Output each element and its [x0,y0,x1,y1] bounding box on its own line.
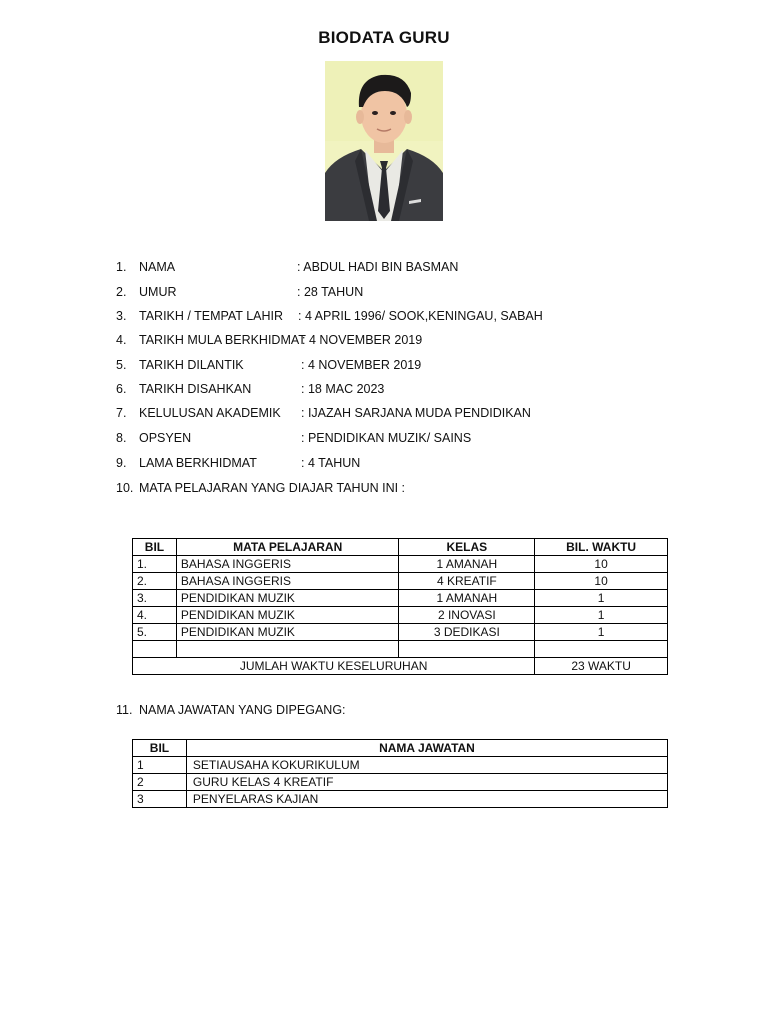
table-cell: PENDIDIKAN MUZIK [176,607,399,624]
table-cell: 10 [535,573,668,590]
table-cell [176,641,399,658]
item-number: 5. [116,358,127,372]
item-label: TARIKH / TEMPAT LAHIR [139,309,284,323]
total-value: 23 WAKTU [535,658,668,675]
subjects-table [132,538,668,675]
item-number: 10. [116,481,134,495]
table-cell: 1 [535,590,668,607]
table-cell: PENYELARAS KAJIAN [186,791,667,808]
table-cell: 2 [133,774,187,791]
table-cell: 1. [133,556,177,573]
item-value: : 18 MAC 2023 [301,382,385,396]
table-cell: PENDIDIKAN MUZIK [176,624,399,641]
item-number: 11. [116,703,133,717]
table-row [133,573,668,590]
page-title: BIODATA GURU [318,28,450,47]
item-label: TARIKH DILANTIK [139,358,244,372]
item-label: TARIKH DISAHKAN [139,382,252,396]
item-value: : 4 APRIL 1996/ SOOK,KENINGAU, SABAH [298,309,543,323]
table-cell [535,641,668,658]
table-cell: 5. [133,624,177,641]
table-row [133,590,668,607]
item-label: LAMA BERKHIDMAT [139,456,257,470]
table-row [133,556,668,573]
table-cell: SETIAUSAHA KOKURIKULUM [186,757,667,774]
header-cell: BIL. WAKTU [535,539,668,556]
table-cell: 1 [133,757,187,774]
table-cell: 4. [133,607,177,624]
item-label: NAMA [139,260,176,274]
item-label: NAMA JAWATAN YANG DIPEGANG: [139,703,346,717]
table-row [133,624,668,641]
table-cell: 1 [535,624,668,641]
table-row [133,774,668,791]
item-label: KELULUSAN AKADEMIK [139,406,281,420]
table-row [133,757,668,774]
item-value: : ABDUL HADI BIN BASMAN [297,260,459,274]
item-number: 3. [116,309,127,323]
item-label: TARIKH MULA BERKHIDMAT [139,333,306,347]
table-row [133,607,668,624]
header-cell: MATA PELAJARAN [176,539,399,556]
table-cell: 1 AMANAH [399,590,535,607]
header-cell: NAMA JAWATAN [186,740,667,757]
header-cell: BIL [133,740,187,757]
table-cell: BAHASA INGGERIS [176,573,399,590]
header-cell: BIL [133,539,177,556]
total-label: JUMLAH WAKTU KESELURUHAN [133,658,535,675]
table-cell: 3. [133,590,177,607]
item-number: 4. [116,333,127,347]
item-number: 8. [116,431,127,445]
table-cell [399,641,535,658]
table-total-row [133,658,668,675]
table-cell: 1 [535,607,668,624]
table-cell: GURU KELAS 4 KREATIF [186,774,667,791]
item-number: 7. [116,406,127,420]
item-label: OPSYEN [139,431,192,445]
table-cell: PENDIDIKAN MUZIK [176,590,399,607]
table-cell: 2. [133,573,177,590]
teacher-photo [325,61,443,221]
positions-table [132,739,668,808]
table-header-row [133,740,668,757]
item-number: 1. [116,260,127,274]
item-label: MATA PELAJARAN YANG DIAJAR TAHUN INI : [139,481,406,495]
item-value: : 4 NOVEMBER 2019 [301,358,422,372]
header-cell: KELAS [399,539,535,556]
table-cell: 10 [535,556,668,573]
item-value: : 4 TAHUN [301,456,361,470]
table-cell: 1 AMANAH [399,556,535,573]
item-value: : 28 TAHUN [297,285,364,299]
table-cell: BAHASA INGGERIS [176,556,399,573]
item-value: : 4 NOVEMBER 2019 [302,333,423,347]
table-cell [133,641,177,658]
table-cell: 2 INOVASI [399,607,535,624]
table-cell: 4 KREATIF [399,573,535,590]
table-cell: 3 [133,791,187,808]
item-label: UMUR [139,285,177,299]
table-cell: 3 DEDIKASI [399,624,535,641]
item-value: : IJAZAH SARJANA MUDA PENDIDIKAN [301,406,531,420]
item-number: 2. [116,285,127,299]
item-value: : PENDIDIKAN MUZIK/ SAINS [301,431,472,445]
table-empty-row [133,641,668,658]
item-number: 9. [116,456,127,470]
item-number: 6. [116,382,127,396]
table-row [133,791,668,808]
table-header-row [133,539,668,556]
